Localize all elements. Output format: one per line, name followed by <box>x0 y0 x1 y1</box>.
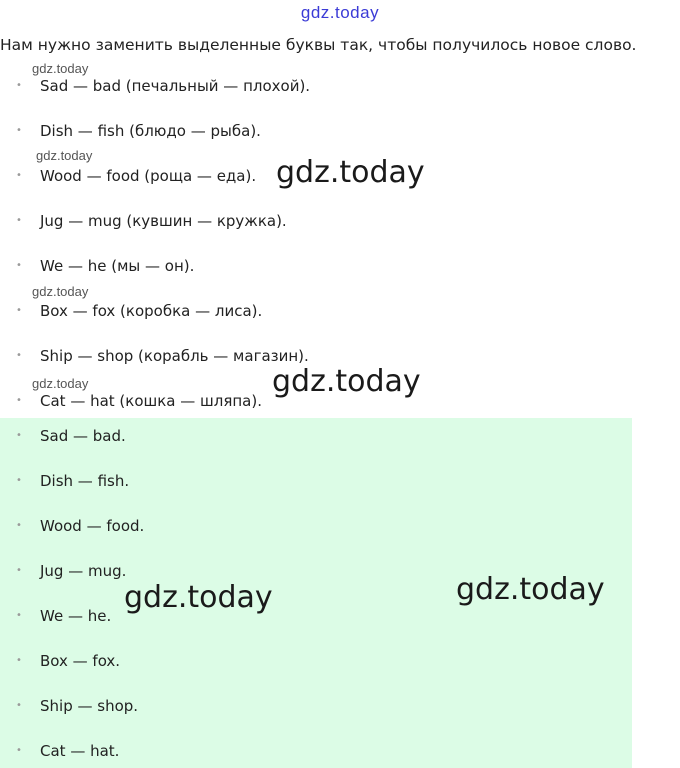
watermark-small: gdz.today <box>32 61 89 76</box>
list-item-text: We — he. <box>40 607 112 625</box>
bullet-icon: • <box>16 170 22 181</box>
list-item-text: Dish — fish (блюдо — рыба). <box>40 122 261 140</box>
list-item-text: Box — fox. <box>40 652 121 670</box>
task-instruction: Нам нужно заменить выделенные буквы так, чтобы получилось новое слово. <box>0 36 637 54</box>
list-item-text: Jug — mug (кувшин — кружка). <box>40 212 287 230</box>
bullet-icon: • <box>16 700 22 711</box>
list-item-text: Cat — hat. <box>40 742 120 760</box>
watermark-small: gdz.today <box>32 284 89 299</box>
watermark-small: gdz.today <box>32 376 89 391</box>
site-logo[interactable]: gdz.today <box>300 3 380 22</box>
bullet-icon: • <box>16 475 22 486</box>
bullet-icon: • <box>16 395 22 406</box>
bullet-icon: • <box>16 125 22 136</box>
list-item-text: Jug — mug. <box>40 562 127 580</box>
list-item-text: Wood — food. <box>40 517 145 535</box>
list-item-text: Cat — hat (кошка — шляпа). <box>40 392 262 410</box>
bullet-icon: • <box>16 610 22 621</box>
list-item-text: Dish — fish. <box>40 472 130 490</box>
list-item-text: Wood — food (роща — еда). <box>40 167 257 185</box>
bullet-icon: • <box>16 520 22 531</box>
bullet-icon: • <box>16 430 22 441</box>
bullet-icon: • <box>16 215 22 226</box>
list-item-text: Ship — shop. <box>40 697 139 715</box>
bullet-icon: • <box>16 350 22 361</box>
list-item-text: Sad — bad. <box>40 427 126 445</box>
bullet-icon: • <box>16 80 22 91</box>
list-item-text: Sad — bad (печальный — плохой). <box>40 77 311 95</box>
bullet-icon: • <box>16 260 22 271</box>
list-item-text: We — he (мы — он). <box>40 257 195 275</box>
watermark-large: gdz.today <box>124 580 273 615</box>
bullet-icon: • <box>16 305 22 316</box>
watermark-small: gdz.today <box>36 148 93 163</box>
watermark-large: gdz.today <box>276 155 425 190</box>
bullet-icon: • <box>16 745 22 756</box>
list-item-text: Box — fox (коробка — лиса). <box>40 302 263 320</box>
watermark-large: gdz.today <box>456 572 605 607</box>
bullet-icon: • <box>16 565 22 576</box>
bullet-icon: • <box>16 655 22 666</box>
list-item-text: Ship — shop (корабль — магазин). <box>40 347 309 365</box>
watermark-large: gdz.today <box>272 364 421 399</box>
